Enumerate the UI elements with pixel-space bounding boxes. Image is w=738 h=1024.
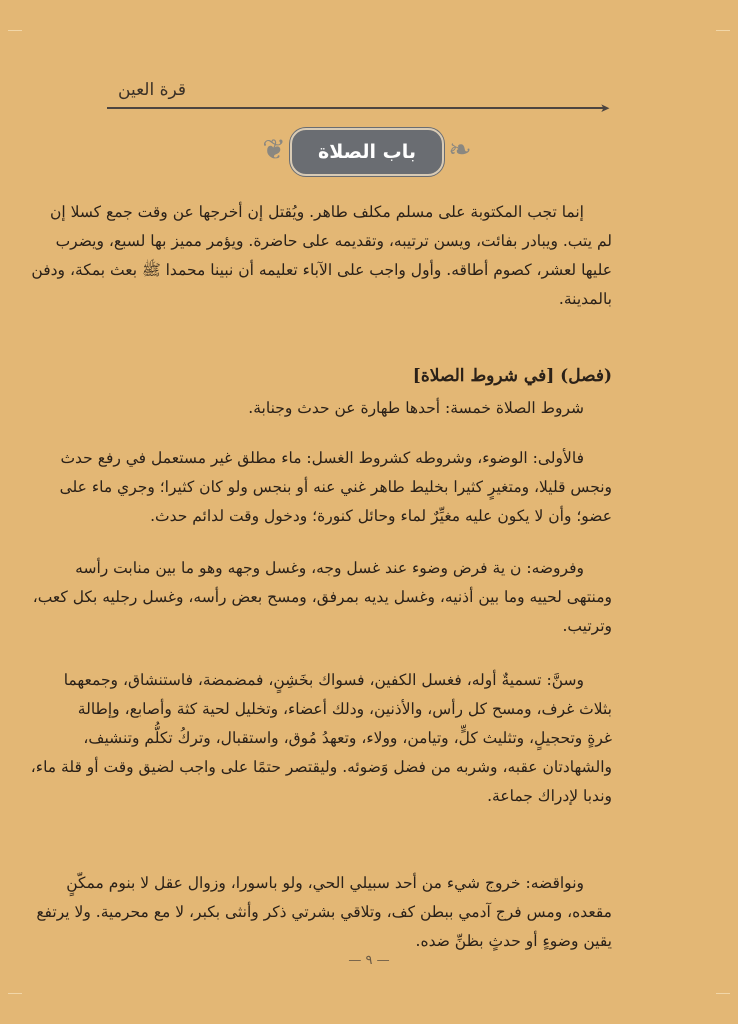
chapter-title: باب الصلاة [318,141,416,163]
text-line: فالأولى: الوضوء، وشروطه كشروط الغسل: ماء مطلق غير مستعمل في رفع حدث [60,449,584,467]
crop-mark [8,979,22,994]
text-line: مقعده، ومس فرج آدمي ببطن كف، وتلاقي بشرتي ذكر وأنثى بكبر، لا مع محرمية. ولا يرتفع [36,903,612,921]
text-line: عضو؛ وأن لا يكون عليه مغيِّرٌ لماء وحائل كنورة؛ ودخول وقت لدائم حدث. [150,507,612,525]
running-title: قرة العين [118,80,186,100]
chapter-title-banner [290,128,444,176]
text-line: إنما تجب المكتوبة على مسلم مكلف طاهر. ويُقتل إن أخرجها عن وقت جمع كسلا إن [49,203,584,221]
paragraph [59,444,612,531]
paragraph [107,394,612,423]
section-heading-block [107,362,612,391]
text-line: عليها لعشر، كصوم أطاقه. وأول واجب على الآباء تعليمه أن نبينا محمدا ﷺ بعث بمكة، ودفن [31,261,612,279]
text-line: وفروضه: ن ية فرض وضوء عند غسل وجه، وغسل وجهه وهو ما بين منابت رأسه [75,559,584,577]
text-line: غرةٍ وتحجيلٍ، وتثليث كلٍّ، وتيامن، وولاء، وتعهدُ مُوق، واستقبال، وتركُ تكلُّم وتنشيف، [83,729,612,747]
floral-ornament-icon: ❦ [262,133,286,166]
crop-mark [8,30,22,45]
text-line: ونواقضه: خروج شيء من أحد سبيلي الحي، ولو باسورا، وزوال عقل لا بنوم ممكّنٍ [66,874,584,892]
section-heading: (فصل) [في شروط الصلاة] [412,366,612,386]
text-line: وسنَّ: تسميةٌ أوله، فغسل الكفين، فسواك بخَشِنٍ، فمضمضة، فاستنشاق، وجمعهما [63,671,584,689]
page-number: — ٩ — [348,953,390,968]
crop-mark [716,30,730,45]
header-rule [107,107,607,109]
paragraph [30,666,612,811]
text-line: وندبا لإدراك جماعة. [487,787,612,805]
paragraph [31,198,612,314]
text-line: بالمدينة. [558,290,612,308]
text-line: والشهادتان عقبه، وشربه من فضل وَضوئه. وليقتصر حتمًا على واجب لضيق وقت أو قلة ماء، [30,758,612,776]
text-line: شروط الصلاة خمسة: أحدها طهارة عن حدث وجنابة. [248,399,584,417]
text-line: لم يتب. ويبادر بفائت، ويسن ترتيبه، وتقديمه على حاضرة. ويؤمر مميز بها لسبع، ويضرب [55,232,612,250]
arrow-ornament-icon: ➤ [600,101,611,115]
paragraph [36,869,612,956]
paragraph [32,554,612,641]
text-line: ومنتهى لحييه وما بين أذنيه، وغسل يديه بمرفق، ومسح بعض رأسه، وغسل رجليه بكل كعب، [32,588,612,606]
text-line: وترتيب. [562,617,612,635]
text-line: يقين وضوءٍ أو حدثٍ بظنِّ ضده. [415,932,612,950]
page-number-value: ٩ [365,953,373,968]
text-line: ونجس قليلا، ومتغيرٍ كثيرا بخليط طاهر غني عنه أو بنجس ولو كان كثيرا؛ وجري ماء على [59,478,612,496]
crop-mark [716,979,730,994]
floral-ornament-icon: ❧ [448,133,472,166]
text-line: بثلاث غرف، ومسح كل رأس، والأذنين، ودلك أعضاء، وتخليل لحية كثة وأصابع، وإطالة [77,700,612,718]
